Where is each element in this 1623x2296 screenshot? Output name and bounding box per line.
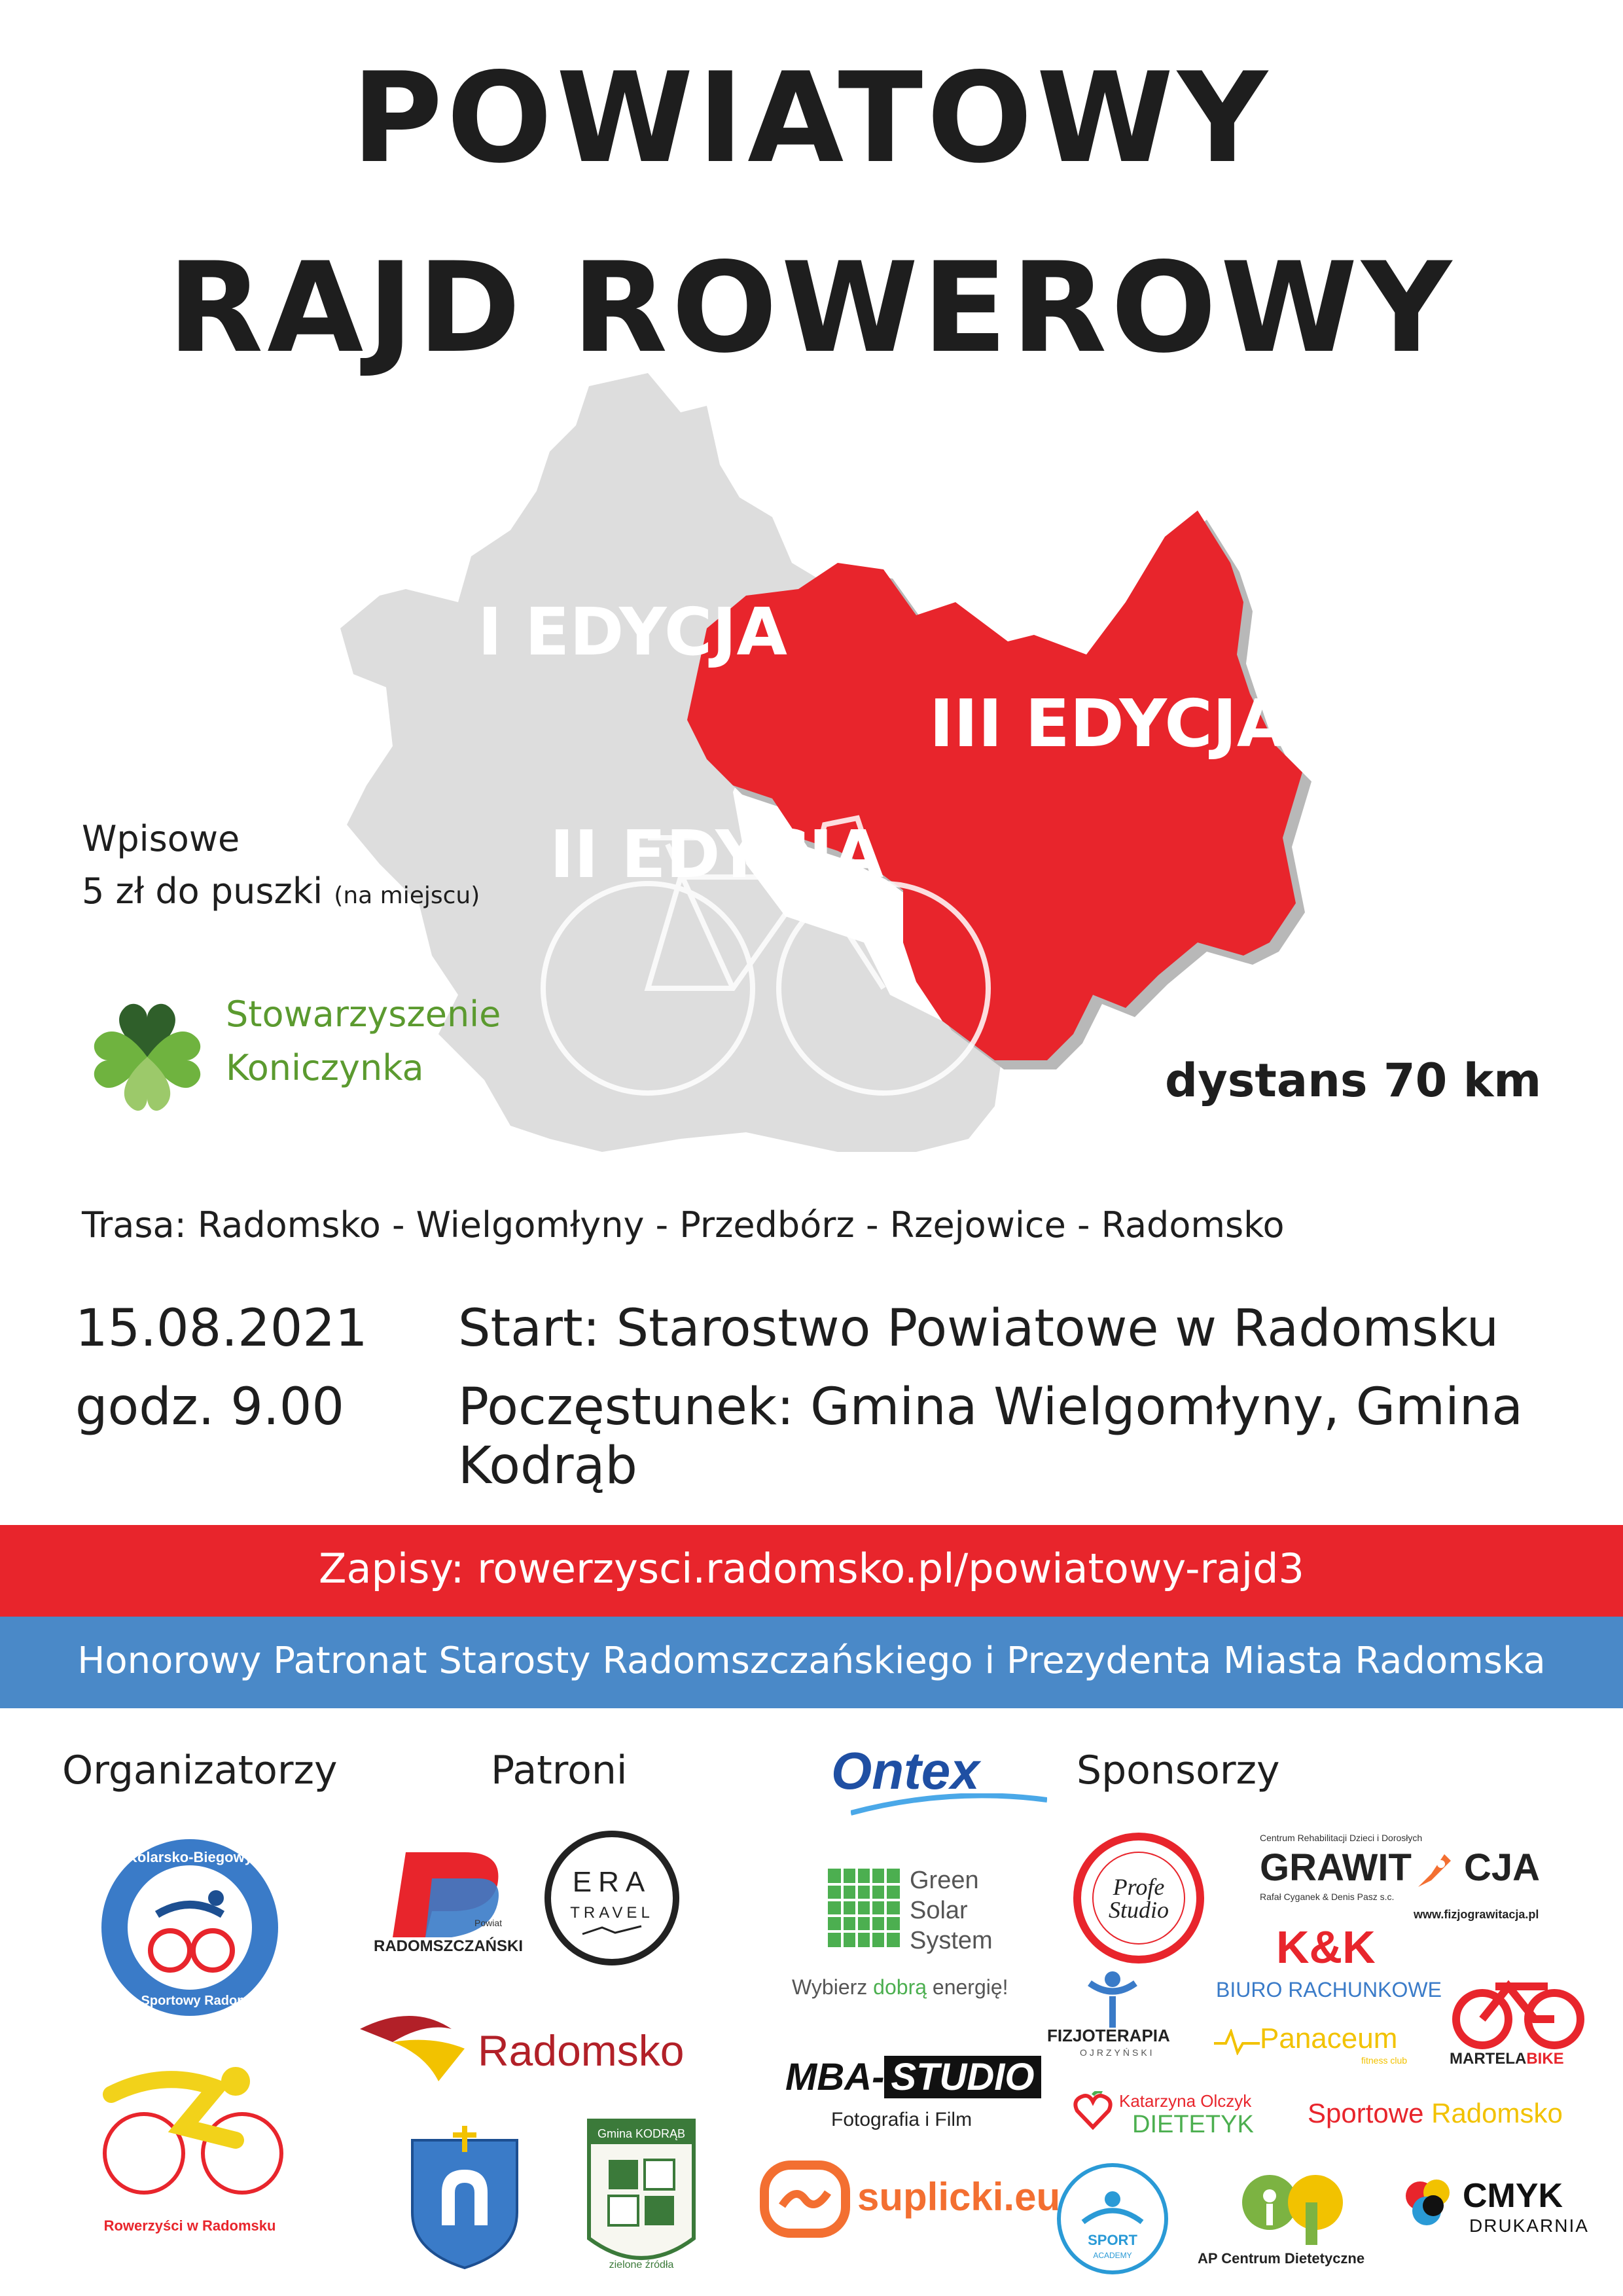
ksr-logo-bottom-text: Klub Sportowy Radomsko — [108, 1994, 272, 2008]
slogan-part-b: dobrą — [873, 1975, 927, 1999]
green-solar-line3: System — [910, 1927, 993, 1954]
ontex-logo: Ontex — [831, 1742, 980, 1800]
sport-academy-text2: ACADEMY — [1093, 2251, 1132, 2260]
panaceum-logo: Panaceum — [1260, 2022, 1398, 2054]
fee-title: Wpisowe — [82, 818, 240, 859]
mba-part-a: MBA- — [785, 2056, 885, 2098]
grawitacja-top: Centrum Rehabilitacji Dzieci i Dorosłych — [1260, 1833, 1423, 1843]
gmina-kodrab-logo — [576, 2108, 707, 2278]
sport-academy-text: SPORT — [1088, 2232, 1137, 2248]
era-travel-logo — [543, 1829, 681, 1967]
dietetyk-role: DIETETYK — [1132, 2111, 1254, 2138]
poster-title-line1: POWIATOWY — [351, 46, 1272, 190]
ksr-logo-top-text: Kolarsko-Biegowy — [127, 1849, 253, 1865]
event-refreshments: Poczęstunek: Gmina Wielgomłyny, Gmina Kodrąb — [458, 1378, 1524, 1496]
rowerzysci-logo — [85, 2055, 294, 2206]
event-date: 15.08.2021 — [75, 1299, 368, 1358]
green-solar-slogan — [792, 1975, 1008, 2000]
sportowe-part-a: Sportowe — [1308, 2098, 1424, 2128]
fizjoterapia-text: FIZJOTERAPIA — [1047, 2026, 1170, 2045]
kk-sub: BIURO RACHUNKOWE — [1216, 1978, 1442, 2001]
grawitacja-part-a: GRAWIT — [1260, 1846, 1412, 1889]
rocket-icon — [1412, 1846, 1464, 1893]
era-logo-letters: ERA — [572, 1866, 652, 1898]
powiat-logo-text: RADOMSZCZAŃSKI — [374, 1937, 523, 1955]
ksr-logo — [98, 1836, 281, 2019]
ap-centrum-logo-mark — [1240, 2163, 1351, 2248]
fee-text — [82, 870, 480, 912]
powiat-logo-small-text: Powiat — [474, 1918, 503, 1928]
radomsko-city-text: Radomsko — [478, 2026, 685, 2075]
profe-studio-logo — [1073, 1833, 1204, 1964]
fee-note: (na miejscu) — [334, 882, 480, 909]
martela-bike-text — [1450, 2050, 1564, 2068]
dietetyk-name: Katarzyna Olczyk — [1119, 2091, 1252, 2111]
panaceum-sub: fitness club — [1361, 2055, 1408, 2066]
fee-amount: 5 zł do puszki — [82, 870, 323, 912]
grawitacja-part-b: CJA — [1463, 1846, 1541, 1889]
kk-logo: K&K — [1276, 1922, 1376, 1973]
sponsors-heading: Sponsorzy — [1077, 1748, 1280, 1793]
kodrab-coat-of-arms — [406, 2121, 524, 2271]
pulse-icon — [1214, 2029, 1260, 2055]
kodrab-logo-bottom-text: zielone źródła — [609, 2259, 674, 2270]
grawitacja-sub: Rafał Cyganek & Denis Pasz s.c. — [1260, 1892, 1395, 1902]
cmyk-splash-icon — [1400, 2173, 1463, 2235]
martela-part-b: BIKE — [1526, 2050, 1564, 2068]
association-name-line2: Koniczynka — [226, 1047, 424, 1088]
radomsko-city-mark — [353, 2003, 484, 2088]
ontex-swoosh-icon — [851, 1793, 1047, 1820]
grawitacja-logo — [1260, 1846, 1540, 1893]
martela-part-a: MARTELA — [1450, 2050, 1527, 2068]
rowerzysci-logo-text: Rowerzyści w Radomsku — [103, 2217, 276, 2234]
kodrab-logo-top-text: Gmina KODRĄB — [597, 2127, 686, 2140]
profe-line2: Studio — [1108, 1897, 1169, 1923]
event-time: godz. 9.00 — [75, 1378, 344, 1437]
profe-line1: Profe — [1113, 1874, 1165, 1900]
patrons-heading: Patroni — [491, 1748, 628, 1793]
slogan-part-a: Wybierz — [792, 1975, 874, 1999]
distance-label: dystans 70 km — [1165, 1054, 1542, 1107]
route-text: Trasa: Radomsko - Wielgomłyny - Przedbórz - Rzejowice - Radomsko — [82, 1204, 1285, 1246]
suplicki-logo-icon — [759, 2160, 851, 2238]
green-solar-name — [910, 1865, 993, 1956]
poster-title-line2: RAJD ROWEROWY — [167, 236, 1456, 380]
patronage-text: Honorowy Patronat Starosty Radomszczańskiego i Prezydenta Miasta Radomska — [77, 1640, 1546, 1682]
grawitacja-url: www.fizjograwitacja.pl — [1414, 1908, 1539, 1921]
era-logo-travel: TRAVEL — [570, 1904, 654, 1922]
slogan-part-c: energię! — [927, 1975, 1008, 1999]
ap-centrum-text: AP Centrum Dietetyczne — [1198, 2250, 1365, 2267]
cmyk-logo: CMYK — [1463, 2177, 1563, 2215]
map-label-edition-2: II EDYCJA — [550, 816, 884, 893]
fizjoterapia-sub: OJRZYŃSKI — [1080, 2047, 1155, 2058]
map-label-edition-3: III EDYCJA — [929, 685, 1288, 762]
organizers-heading: Organizatorzy — [62, 1748, 338, 1793]
event-start: Start: Starostwo Powiatowe w Radomsku — [458, 1299, 1499, 1358]
map-label-edition-1: I EDYCJA — [478, 594, 787, 670]
association-name-line1: Stowarzyszenie — [226, 994, 501, 1035]
mba-part-b: STUDIO — [884, 2056, 1041, 2098]
mba-studio-sub: Fotografia i Film — [831, 2109, 972, 2130]
sport-academy-logo — [1054, 2160, 1171, 2278]
suplicki-logo-text: suplicki.eu — [857, 2175, 1061, 2219]
mba-studio-logo — [785, 2055, 1041, 2099]
clover-icon — [85, 995, 209, 1119]
green-solar-line2: Solar — [910, 1897, 968, 1924]
green-solar-line1: Green — [910, 1867, 979, 1894]
sportowe-radomsko-logo — [1308, 2098, 1563, 2129]
signup-link[interactable]: Zapisy: rowerzysci.radomsko.pl/powiatowy-rajd3 — [319, 1545, 1304, 1592]
fizjoterapia-figure-icon — [1086, 1970, 1139, 2029]
martela-bike-icon — [1450, 1967, 1587, 2052]
cmyk-sub: DRUKARNIA — [1469, 2215, 1589, 2236]
sportowe-part-b: Radomsko — [1423, 2098, 1563, 2128]
green-solar-panel-icon — [828, 1869, 900, 1947]
heart-apple-icon — [1073, 2091, 1113, 2130]
